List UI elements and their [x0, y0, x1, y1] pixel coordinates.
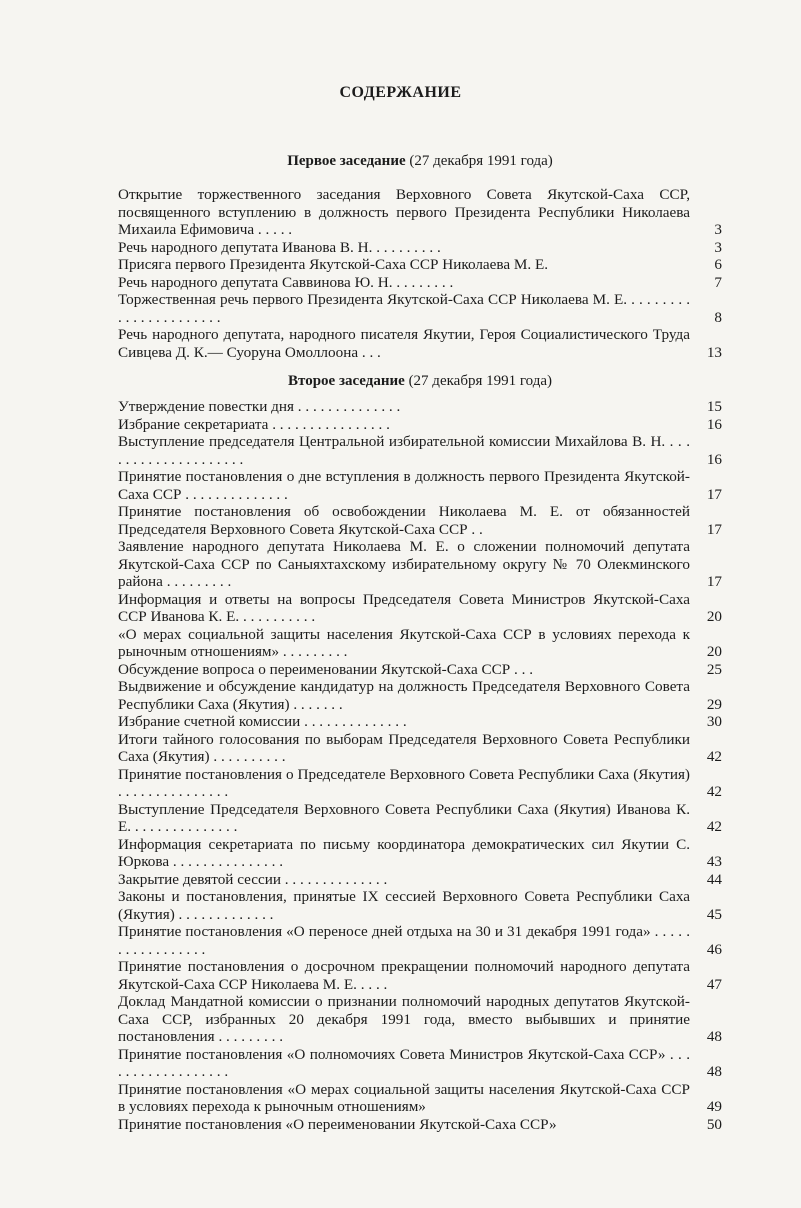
toc-entry — [118, 468, 722, 503]
toc-entry-title: Открытие торжественного заседания Верховного Совета Якутской-Саха ССР, посвященного вступлению в должность первого Президента Республики Николаева Михаила Ефимовича . . . . . — [118, 186, 690, 238]
toc-entry-title: Утверждение повестки дня . . . . . . . . . . . . . . — [118, 398, 401, 415]
toc-entry-page-number: 20 — [706, 608, 722, 625]
toc-entry-page-number: 17 — [706, 485, 722, 503]
toc-entry-page-number: 13 — [706, 343, 722, 361]
toc-entry — [118, 291, 722, 326]
toc-entry-page-number: 50 — [706, 1115, 722, 1133]
toc-entry-page-number: 8 — [714, 308, 722, 326]
toc-entry-page-number: 48 — [706, 1028, 722, 1045]
toc-entry-page-number: 17 — [706, 573, 722, 590]
toc-entry — [118, 416, 722, 434]
toc-entry — [118, 923, 722, 958]
toc-entry — [118, 678, 722, 713]
section-heading-bold: Второе заседание — [288, 373, 405, 389]
toc-entry-title: Принятие постановления «О мерах социальной защиты населения Якутской-Саха ССР в условиях перехода к рыночным отношениям» — [118, 1080, 690, 1115]
toc-entry — [118, 801, 722, 836]
section-heading-bold: Первое заседание — [287, 153, 406, 169]
toc-entry-page-number: 15 — [706, 398, 722, 415]
toc-entry-page-number: 42 — [706, 783, 722, 800]
toc-entry — [118, 1081, 722, 1116]
toc-entry-page-number: 7 — [714, 273, 722, 291]
page-title: СОДЕРЖАНИЕ — [339, 84, 462, 101]
toc-entry-page-number: 17 — [706, 520, 722, 538]
toc-entry — [118, 274, 722, 292]
toc-entry-title: Принятие постановления о досрочном прекращении полномочий народного депутата Якутской-Саха ССР Николаева М. Е. . . . . — [118, 958, 690, 993]
toc-entry-title: Принятие постановления о дне вступления в должность первого Президента Якутской-Саха ССР . . . . . . . . . . . . . . — [118, 468, 690, 503]
toc-entry — [118, 626, 722, 661]
toc-entry-title: Информация секретариата по письму координатора демократических сил Якутии С. Юркова . . . . . . . . . . . . . . . — [118, 835, 690, 870]
toc-entry — [118, 766, 722, 801]
section-heading-first — [118, 153, 722, 170]
toc-entry-title: Итоги тайного голосования по выборам Председателя Верховного Совета Республики Саха (Якутия) . . . . . . . . . . — [118, 730, 690, 765]
toc-entry-title: Заявление народного депутата Николаева М. Е. о сложении полномочий депутата Якутской-Саха ССР по Саныяхтахскому избирательному округу № 70 Олекминского района . . . . . . . . . — [118, 538, 690, 590]
toc-entry-title: Избрание секретариата . . . . . . . . . . . . . . . . — [118, 415, 390, 433]
toc-entry — [118, 503, 722, 538]
toc-entry-title: Принятие постановления о Председателе Верховного Совета Республики Саха (Якутия) . . . . . . . . . . . . . . . — [118, 765, 690, 800]
toc-entry — [118, 888, 722, 923]
toc-entry-page-number: 49 — [706, 1098, 722, 1115]
toc-entry — [118, 731, 722, 766]
toc-entry — [118, 433, 722, 468]
toc-entry-page-number: 48 — [706, 1063, 722, 1080]
toc-entry — [118, 1046, 722, 1081]
toc-entry — [118, 958, 722, 993]
toc-entry-title: Выступление Председателя Верховного Совета Республики Саха (Якутия) Иванова К. Е. . . . . . . . . . . . . . . — [118, 800, 690, 835]
toc-entry-page-number: 30 — [706, 713, 722, 730]
toc-entry-title: Торжественная речь первого Президента Якутской-Саха ССР Николаева М. Е. . . . . . . . . . . . . . . . . . . . . . . — [118, 291, 690, 326]
section-heading-date: (27 декабря 1991 года) — [405, 153, 553, 169]
toc-entry-title: Избрание счетной комиссии . . . . . . . . . . . . . . — [118, 713, 407, 730]
toc-entry — [118, 326, 722, 361]
toc-entry — [118, 538, 722, 591]
toc-entry — [118, 871, 722, 889]
toc-entry-page-number: 42 — [706, 818, 722, 835]
toc-entry-title: Присяга первого Президента Якутской-Саха ССР Николаева М. Е. — [118, 256, 549, 273]
toc-entry-title: Принятие постановления «О переименовании Якутской-Саха ССР» — [118, 1115, 557, 1133]
toc-entry — [118, 239, 722, 257]
toc-entry — [118, 661, 722, 679]
toc-entry-title: Речь народного депутата Иванова В. Н. . . . . . . . . . — [118, 238, 441, 256]
toc-entry-title: Речь народного депутата Саввинова Ю. Н. . . . . . . . . — [118, 273, 454, 291]
toc-entry — [118, 713, 722, 731]
toc-entry-title: Речь народного депутата, народного писателя Якутии, Героя Социалистического Труда Сивцева Д. К.— Суоруна Омоллоона . . . — [118, 326, 690, 361]
toc-entry — [118, 591, 722, 626]
toc-entry-page-number: 16 — [706, 415, 722, 433]
toc-entry-page-number: 45 — [706, 905, 722, 923]
toc-entry-title: Принятие постановления «О полномочиях Совета Министров Якутской-Саха ССР» . . . . . . . . . . . . . . . . . . — [118, 1045, 690, 1080]
section-heading-second — [118, 373, 722, 390]
toc-entry — [118, 993, 722, 1046]
toc-entry-title: Законы и постановления, принятые IX сессией Верховного Совета Республики Саха (Якутия) . . . . . . . . . . . . . — [118, 888, 690, 923]
toc-entry-page-number: 44 — [706, 870, 722, 888]
section-heading-date: (27 декабря 1991 года) — [404, 373, 552, 389]
toc-entry-page-number: 3 — [714, 221, 722, 238]
toc-entry-title: Доклад Мандатной комиссии о признании полномочий народных депутатов Якутской-Саха ССР, избранных 20 декабря 1991 года, вместо выбывших и принятие постановления . . . . . . . . . — [118, 993, 690, 1045]
toc-entry — [118, 256, 722, 274]
toc-entry-title: Выступление председателя Центральной избирательной комиссии Михайлова В. Н. . . . . . . . . . . . . . . . . . . . . — [118, 433, 690, 468]
toc-entry — [118, 186, 722, 239]
toc-entry — [118, 1116, 722, 1134]
toc-entry-title: Принятие постановления об освобождении Николаева М. Е. от обязанностей Председателя Верховного Совета Якутской-Саха ССР . . — [118, 503, 690, 538]
toc-list-first — [118, 186, 722, 361]
toc-entry-page-number: 29 — [706, 695, 722, 713]
toc-entry-page-number: 42 — [706, 748, 722, 765]
toc-entry-page-number: 20 — [706, 643, 722, 660]
toc-entry-title: Принятие постановления «О переносе дней отдыха на 30 и 31 декабря 1991 года» . . . . . . . . . . . . . . . . . — [118, 923, 690, 958]
toc-entry-page-number: 43 — [706, 853, 722, 870]
toc-entry-page-number: 25 — [706, 660, 722, 678]
toc-entry-title: Закрытие девятой сессии . . . . . . . . . . . . . . — [118, 870, 388, 888]
toc-entry-title: Выдвижение и обсуждение кандидатур на должность Председателя Верховного Совета Республики Саха (Якутия) . . . . . . . — [118, 678, 690, 713]
toc-entry — [118, 398, 722, 416]
toc-entry-title: Информация и ответы на вопросы Председателя Совета Министров Якутской-Саха ССР Иванова К. Е. . . . . . . . . . . — [118, 590, 690, 625]
toc-entry-title: «О мерах социальной защиты населения Якутской-Саха ССР в условиях перехода к рыночным отношениям» . . . . . . . . . — [118, 625, 690, 660]
toc-entry-page-number: 46 — [706, 940, 722, 958]
toc-entry-page-number: 16 — [706, 450, 722, 468]
toc-entry-title: Обсуждение вопроса о переименовании Якутской-Саха ССР . . . — [118, 660, 534, 678]
toc-entry-page-number: 3 — [714, 238, 722, 256]
toc-entry-page-number: 6 — [714, 256, 722, 273]
toc-entry — [118, 836, 722, 871]
toc-entry-page-number: 47 — [706, 975, 722, 993]
toc-list-second — [118, 398, 722, 1133]
